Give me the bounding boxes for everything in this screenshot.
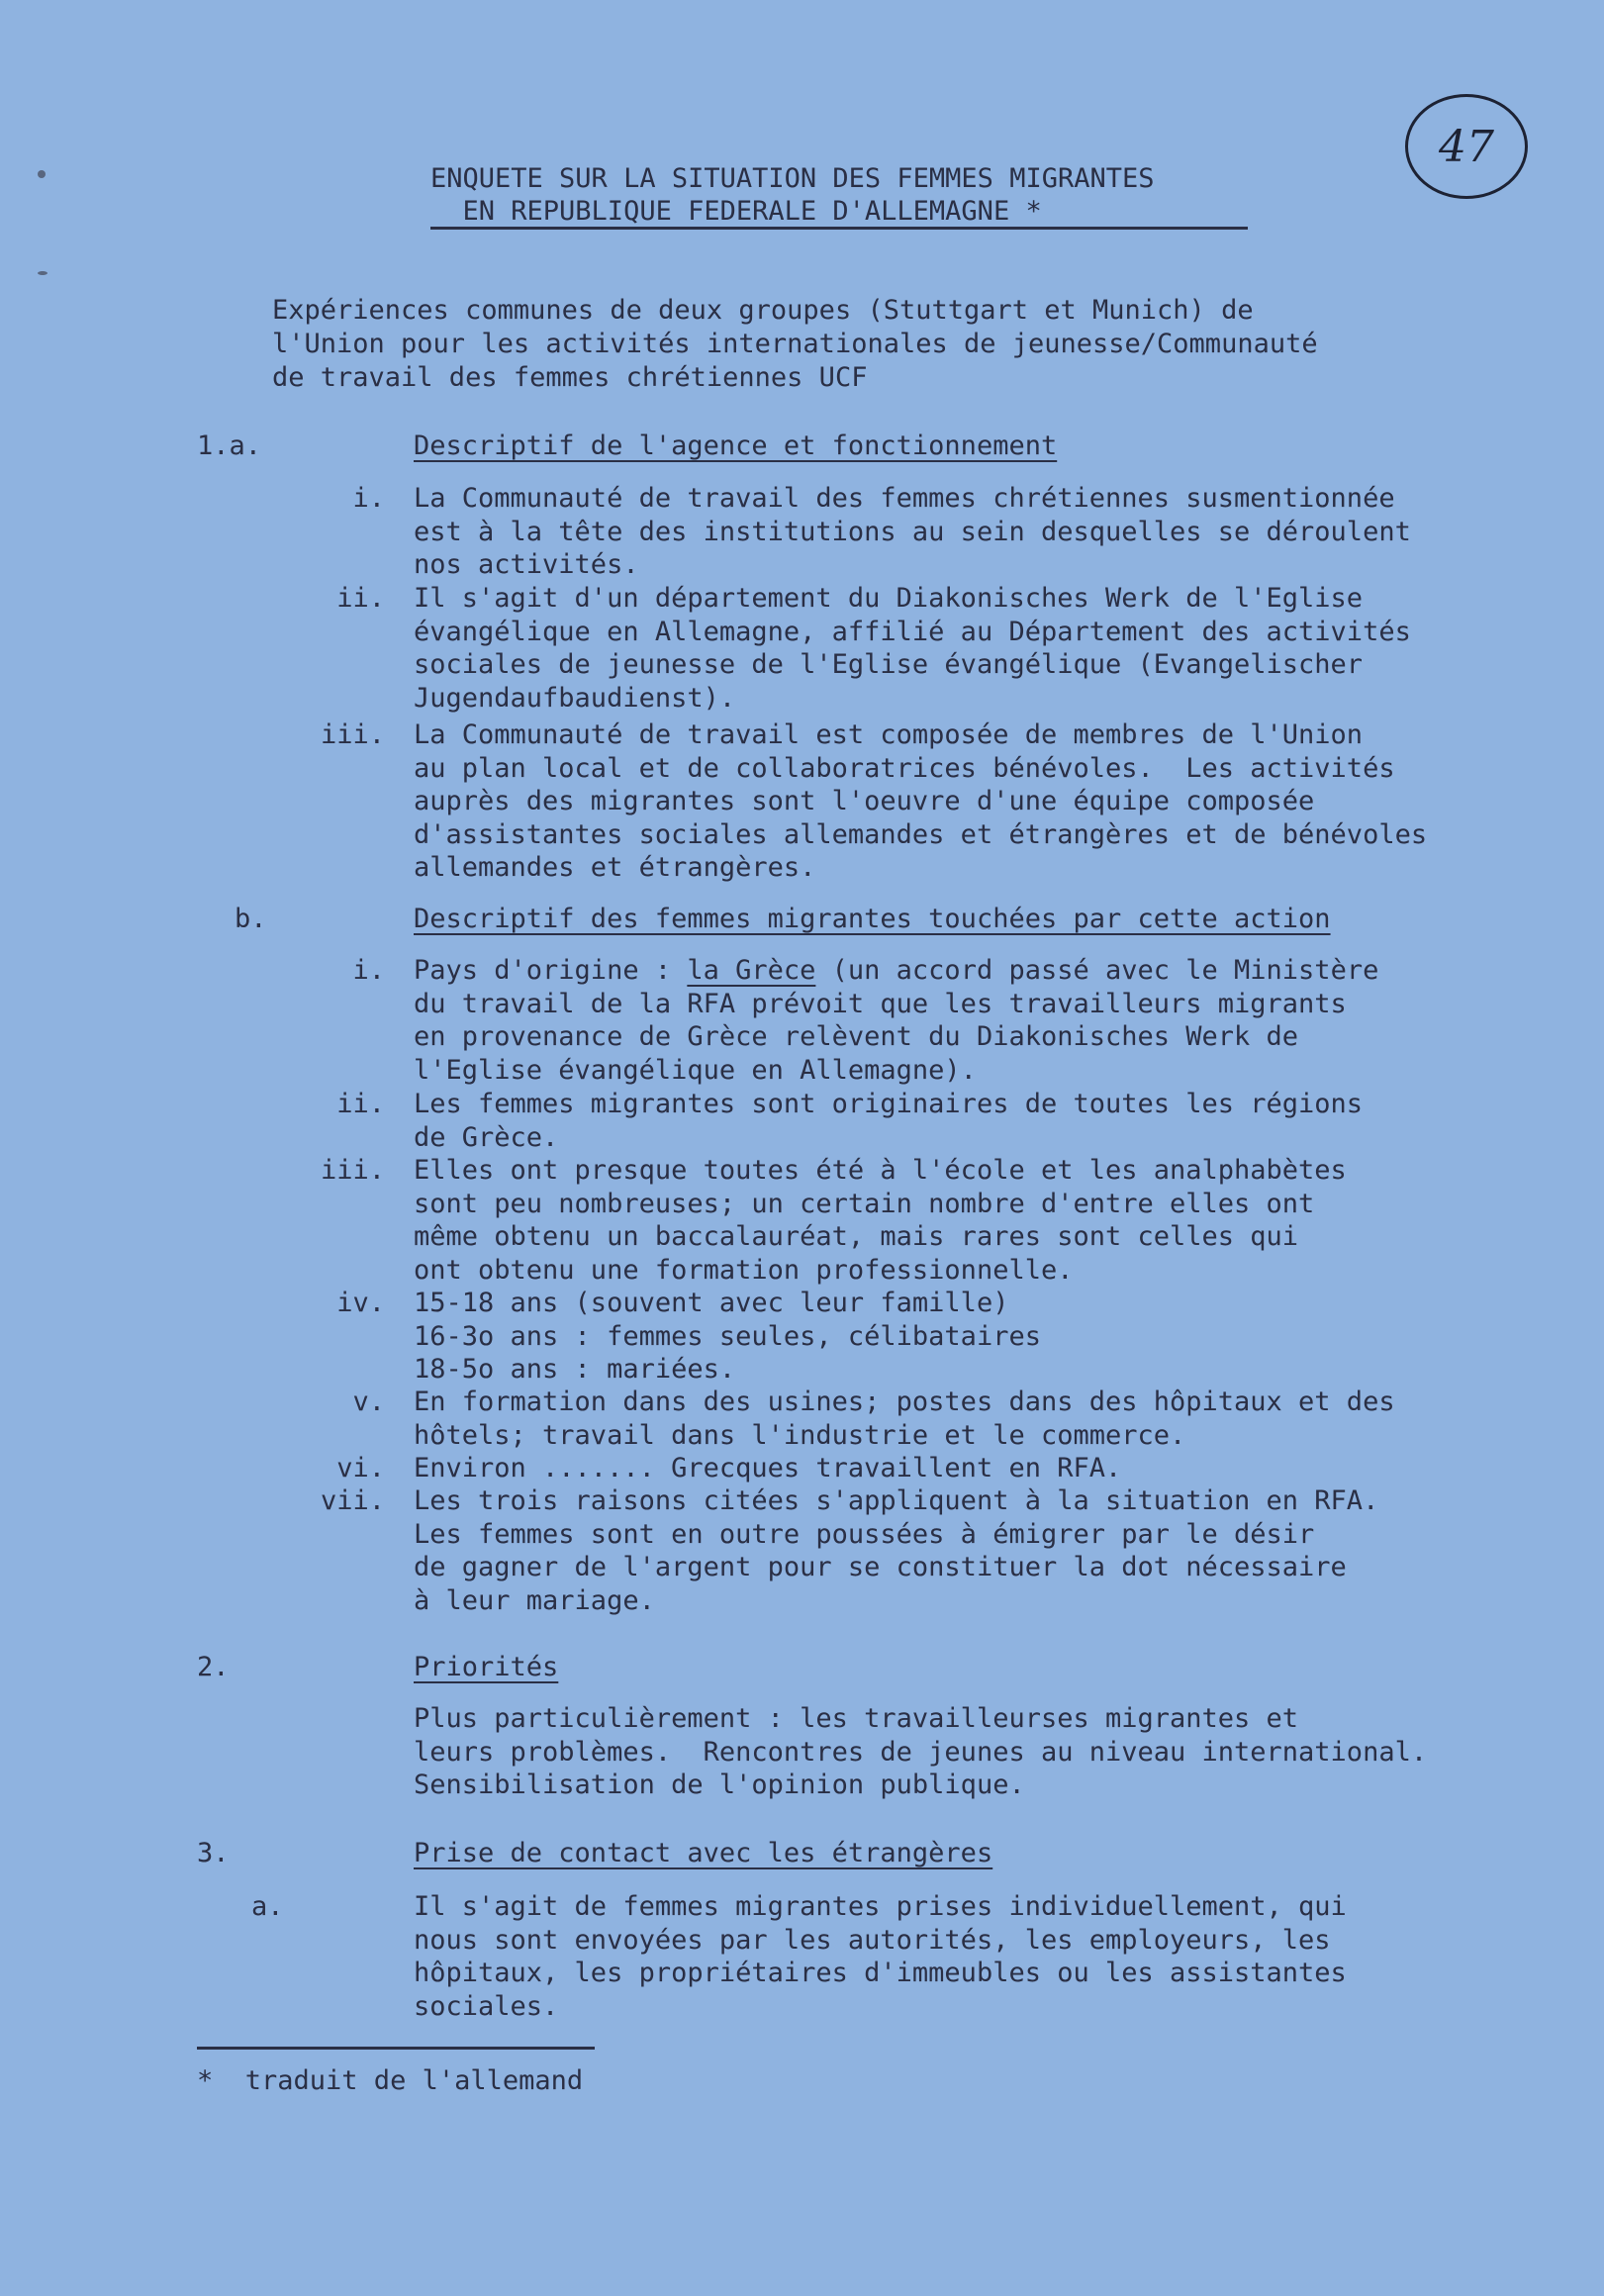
margin-spot <box>38 170 46 178</box>
title-line-1: ENQUETE SUR LA SITUATION DES FEMMES MIGRANTES <box>430 163 1155 194</box>
section-1b-label: b. <box>235 904 267 934</box>
item-text <box>414 954 1378 1087</box>
footnote-rule <box>197 2047 595 2050</box>
item-marker: ii. <box>336 583 385 614</box>
item-text: Il s'agit d'un département du Diakonisches Werk de l'Eglise évangélique en Allemagne, affilié au Département des activités sociales de jeunesse de l'Eglise évangélique (Evangelischer Jugendaufbaudienst). <box>414 583 1411 714</box>
item-text: La Communauté de travail des femmes chrétiennes susmentionnée est à la tête des institutions au sein desquelles se déroulent nos activités. <box>414 483 1411 580</box>
section-1a-label: 1.a. <box>197 430 262 461</box>
item-text: Elles ont presque toutes été à l'école et les analphabètes sont peu nombreuses; un certain nombre d'entre elles ont même obtenu un baccalauréat, mais rares sont celles qui ont obtenu une formation professionnelle. <box>414 1155 1347 1286</box>
item-marker: iv. <box>336 1288 385 1318</box>
section-1a-heading: Descriptif de l'agence et fonctionnement <box>414 430 1058 461</box>
item-text: En formation dans des usines; postes dans des hôpitaux et des hôtels; travail dans l'industrie et le commerce. <box>414 1387 1395 1451</box>
title-underline <box>430 227 1248 230</box>
item-marker: a. <box>251 1891 284 1922</box>
page-number-circle: 47 <box>1405 94 1528 199</box>
document-title <box>430 162 1248 228</box>
section-1b-heading: Descriptif des femmes migrantes touchées par cette action <box>414 904 1331 934</box>
item-marker: vi. <box>336 1453 385 1483</box>
item-marker: vii. <box>320 1485 385 1516</box>
footnote: * traduit de l'allemand <box>197 2065 584 2096</box>
title-line-2: EN REPUBLIQUE FEDERALE D'ALLEMAGNE * <box>430 196 1042 227</box>
item-marker: i. <box>352 955 385 986</box>
section-2-text: Plus particulièrement : les travailleurses migrantes et leurs problèmes. Rencontres de jeunes au niveau international. Sensibilisation de l'opinion publique. <box>414 1703 1428 1800</box>
item-marker: i. <box>352 483 385 514</box>
item-marker: ii. <box>336 1089 385 1119</box>
item-marker: iii. <box>320 719 385 750</box>
item-text: Il s'agit de femmes migrantes prises individuellement, qui nous sont envoyées par les autorités, les employeurs, les hôpitaux, les propriétaires d'immeubles ou les assistantes sociales. <box>414 1891 1347 2022</box>
item-text-part: Pays d'origine : <box>414 955 688 986</box>
item-text: Environ ....... Grecques travaillent en RFA. <box>414 1453 1122 1483</box>
item-text: 15-18 ans (souvent avec leur famille) 16-3o ans : femmes seules, célibataires 18-5o ans : mariées. <box>414 1288 1041 1385</box>
margin-spot <box>38 271 47 275</box>
item-text-part: (un accord passé avec le Ministère du travail de la RFA prévoit que les travailleurs migrants en provenance de Grèce relèvent du Diakonisches Werk de l'Eglise évangélique en Allemagne). <box>414 955 1379 1086</box>
country-underlined: la Grèce <box>687 955 816 986</box>
item-marker: v. <box>352 1387 385 1417</box>
section-3-label: 3. <box>197 1838 230 1868</box>
intro-paragraph: Expériences communes de deux groupes (Stuttgart et Munich) de l'Union pour les activités internationales de jeunesse/Communauté de travail des femmes chrétiennes UCF <box>272 295 1318 393</box>
section-2-heading: Priorités <box>414 1652 559 1682</box>
section-3-heading: Prise de contact avec les étrangères <box>414 1838 993 1868</box>
item-text: Les femmes migrantes sont originaires de toutes les régions de Grèce. <box>414 1089 1364 1153</box>
item-text: Les trois raisons citées s'appliquent à la situation en RFA. Les femmes sont en outre poussées à émigrer par le désir de gagner de l'argent pour se constituer la dot nécessaire à leur mariage. <box>414 1485 1379 1616</box>
item-marker: iii. <box>320 1155 385 1186</box>
section-2-label: 2. <box>197 1652 230 1682</box>
item-text: La Communauté de travail est composée de membres de l'Union au plan local et de collaboratrices bénévoles. Les activités auprès des migrantes sont l'oeuvre d'une équipe composée d'assistantes sociales allemandes et étrangères et de bénévoles allemandes et étrangères. <box>414 719 1428 883</box>
